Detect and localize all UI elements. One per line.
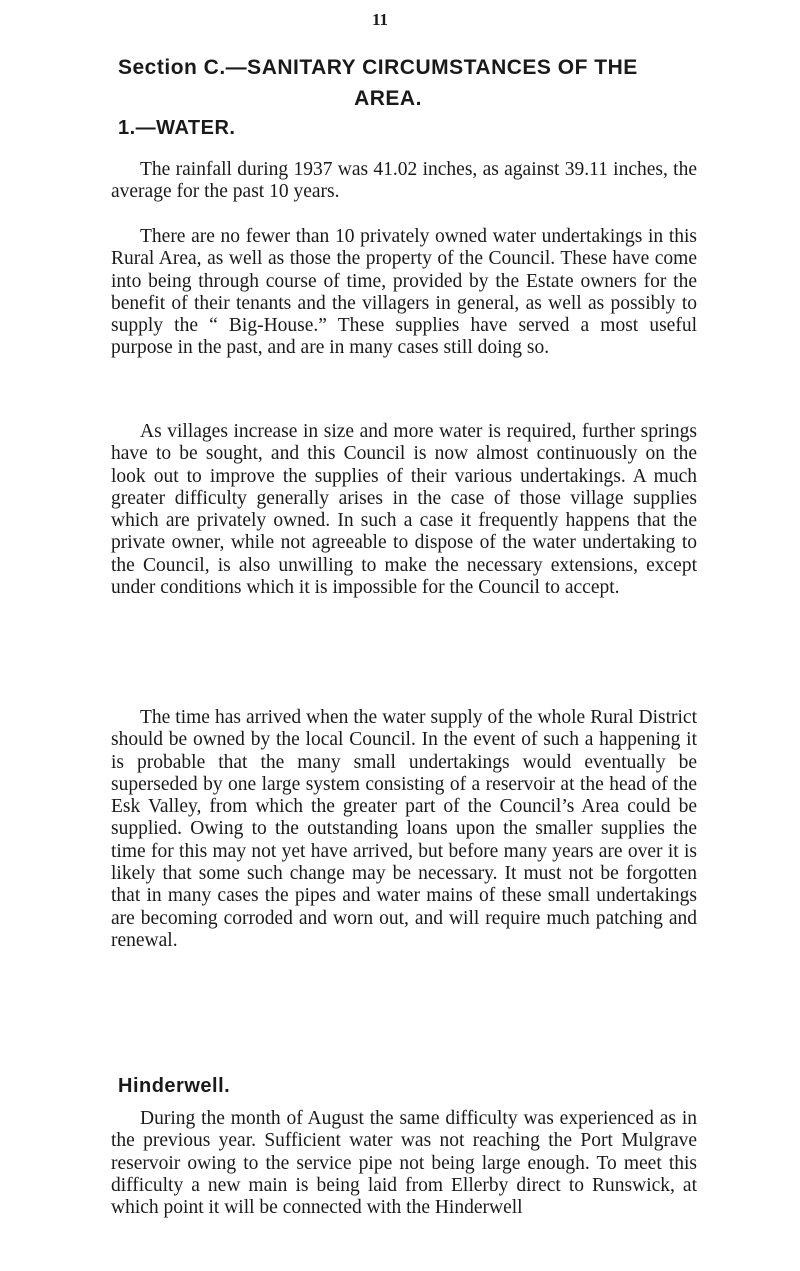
paragraph-village-supplies: As villages increase in size and more water is required, further springs have to be sought, and this Council is now almost continuously on the look out to improve the supplies of their various undertakings. A much greater difficulty generally arises in the case of those village supplies which are privately owned. In such a case it frequently happens that the private owner, while not agreeable to dispose of the water undertaking to the Council, is also unwilling to make the necessary extensions, except under conditions which it is impossible for the Council to accept. [111,421,697,599]
page-number: 11 [371,10,389,29]
section-title-line-2: AREA. [354,87,422,110]
paragraph-private-undertakings: There are no fewer than 10 privately owned water undertakings in this Rural Area, as well as those the property of the Council. These have come into being through course of time, provided by the Estate owners for the benefit of their tenants and the villagers in general, as well as possibly to supply the “ Big-House.” These supplies have served a most useful purpose in the past, and are in many cases still doing so. [111,226,697,359]
section-title [118,52,698,114]
hinderwell-heading: Hinderwell. [118,1075,231,1097]
paragraph-council-ownership: The time has arrived when the water supply of the whole Rural District should be owned by the local Council. In the event of such a happening it is probable that the many small undertakings would eventually be superseded by one large system consisting of a reservoir at the head of the Esk Valley, from which the greater part of the Council’s Area could be supplied. Owing to the outstanding loans upon the smaller supplies the time for this may not yet have arrived, but before many years are over it is likely that some such change may be necessary. It must not be forgotten that in many cases the pipes and water mains of these small undertakings are becoming corroded and worn out, and will require much patching and renewal. [111,707,697,951]
water-heading: 1.—WATER. [118,117,236,139]
paragraph-rainfall: The rainfall during 1937 was 41.02 inches, as against 39.11 inches, the average for the past 10 years. [111,159,697,203]
paragraph-hinderwell: During the month of August the same difficulty was experienced as in the previous year. Sufficient water was not reaching the Port Mulgrave reservoir owing to the service pipe not being large enough. To meet this difficulty a new main is being laid from Ellerby direct to Runswick, at which point it will be connected with the Hinderwell [111,1108,697,1219]
section-title-line-1: Section C.—SANITARY CIRCUMSTANCES OF THE [118,56,638,79]
